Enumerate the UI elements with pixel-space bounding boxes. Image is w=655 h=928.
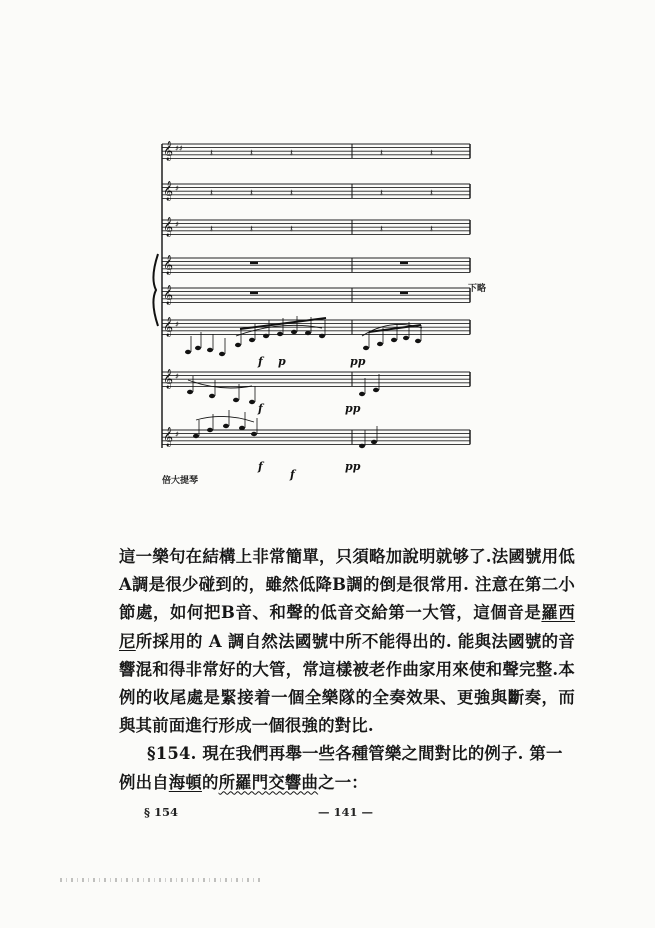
note-head xyxy=(415,339,421,343)
dynamic-marking: pp xyxy=(345,460,361,473)
rest-icon: 𝄽 xyxy=(250,148,254,159)
paragraph-1 xyxy=(119,543,575,740)
clef-icon: 𝄞 xyxy=(163,181,174,201)
note-head xyxy=(251,432,257,436)
note-head xyxy=(233,398,239,402)
dynamic-marking: f xyxy=(258,460,263,473)
para1-run-1: 這一樂句在結構上非常簡單，只須略加說明就够了.法國號用低A調是很少碰到的，雖然低降B調的倒是很常用. 注意在第二小節處，如何把B音、和聲的低音交給第一大管，這個音是 xyxy=(119,547,575,623)
dynamic-marking: f xyxy=(290,468,295,481)
note-head xyxy=(291,330,297,334)
rossini-name: 羅西尼 xyxy=(119,603,575,651)
system-brace xyxy=(153,254,158,326)
note-head xyxy=(359,392,365,396)
dynamic-marking: pp xyxy=(350,355,366,368)
para2-run-5: 之一： xyxy=(318,772,368,792)
haydn-name: 海頓 xyxy=(168,772,202,792)
clef-icon: 𝄞 xyxy=(163,141,174,161)
rest-icon: 𝄽 xyxy=(210,224,214,235)
clef-icon: 𝄞 xyxy=(163,427,174,447)
clef-icon: 𝄞 xyxy=(163,369,174,389)
rest-icon: 𝄽 xyxy=(380,148,384,159)
note-head xyxy=(235,343,241,347)
note-head xyxy=(185,350,191,354)
note-head xyxy=(403,336,409,340)
note-head xyxy=(239,426,245,430)
note-head xyxy=(377,342,383,346)
rest-icon: 𝄽 xyxy=(210,188,214,199)
scan-artifact xyxy=(60,878,260,882)
score-staves xyxy=(140,130,500,485)
clef-icon: 𝄞 xyxy=(163,317,174,337)
section-reference: § 154 xyxy=(144,805,179,819)
rest-icon: 𝄽 xyxy=(430,188,434,199)
dynamic-marking: f xyxy=(258,355,263,368)
rest-icon: 𝄽 xyxy=(430,224,434,235)
clef-icon: 𝄞 xyxy=(163,255,174,275)
key-signature: ♯ xyxy=(175,320,179,329)
key-signature: ♯ xyxy=(175,372,179,381)
note-head xyxy=(359,444,365,448)
rest-icon: 𝄽 xyxy=(290,188,294,199)
paragraph-2 xyxy=(119,740,575,796)
para1-run-3: 所採用的 A 調自然法國號中所不能得出的. 能與法國號的音響混和得非常好的大管，常這樣被老作曲家用來使和聲完整.本例的收尾處是緊接着一個全樂隊的全奏效果、更強與斷奏，而與其前面進行形成一個很強的對比. xyxy=(119,631,575,736)
rest-icon: 𝄽 xyxy=(250,188,254,199)
clef-icon: 𝄞 xyxy=(163,217,174,237)
note-head xyxy=(363,346,369,350)
key-signature: ♯ xyxy=(175,220,179,229)
note-head xyxy=(249,400,255,404)
key-signature: ♯ xyxy=(175,430,179,439)
note-head xyxy=(223,424,229,428)
note-head xyxy=(391,338,397,342)
salomon-symphony-title: 所羅門交響曲 xyxy=(218,772,319,792)
whole-rest xyxy=(250,292,258,295)
note-head xyxy=(207,428,213,432)
note-head xyxy=(277,332,283,336)
dynamic-marking: p xyxy=(278,355,286,368)
note-head xyxy=(207,348,213,352)
rest-icon: 𝄽 xyxy=(380,224,384,235)
rest-icon: 𝄽 xyxy=(380,188,384,199)
page-number: — 141 — xyxy=(318,805,374,819)
rest-icon: 𝄽 xyxy=(290,148,294,159)
para2-run-3: 的 xyxy=(201,772,219,792)
rest-icon: 𝄽 xyxy=(290,224,294,235)
key-signature: ♯ xyxy=(175,184,179,193)
note-head xyxy=(263,334,269,338)
note-head xyxy=(249,338,255,342)
rest-icon: 𝄽 xyxy=(430,148,434,159)
double-bass-label: 倍大提琴 xyxy=(162,476,199,486)
note-head xyxy=(373,388,379,392)
music-score xyxy=(140,130,500,485)
rest-icon: 𝄽 xyxy=(250,224,254,235)
omitted-annotation: 下略 xyxy=(468,284,487,294)
body-text xyxy=(119,543,575,797)
note-head xyxy=(209,394,215,398)
clef-icon: 𝄞 xyxy=(163,285,174,305)
note-head xyxy=(305,331,311,335)
para2-run-1: §154. 現在我們再舉一些各種管樂之間對比的例子. 第一例出自 xyxy=(119,744,563,792)
key-signature: ♯♯ xyxy=(175,144,183,153)
rest-icon: 𝄽 xyxy=(210,148,214,159)
dynamic-marking: f xyxy=(258,402,263,415)
note-head xyxy=(195,346,201,350)
note-head xyxy=(193,434,199,438)
note-head xyxy=(219,352,225,356)
note-head xyxy=(371,440,377,444)
note-head xyxy=(187,390,193,394)
whole-rest xyxy=(400,262,408,265)
note-head xyxy=(319,334,325,338)
dynamic-marking: pp xyxy=(345,402,361,415)
whole-rest xyxy=(250,262,258,265)
whole-rest xyxy=(400,292,408,295)
